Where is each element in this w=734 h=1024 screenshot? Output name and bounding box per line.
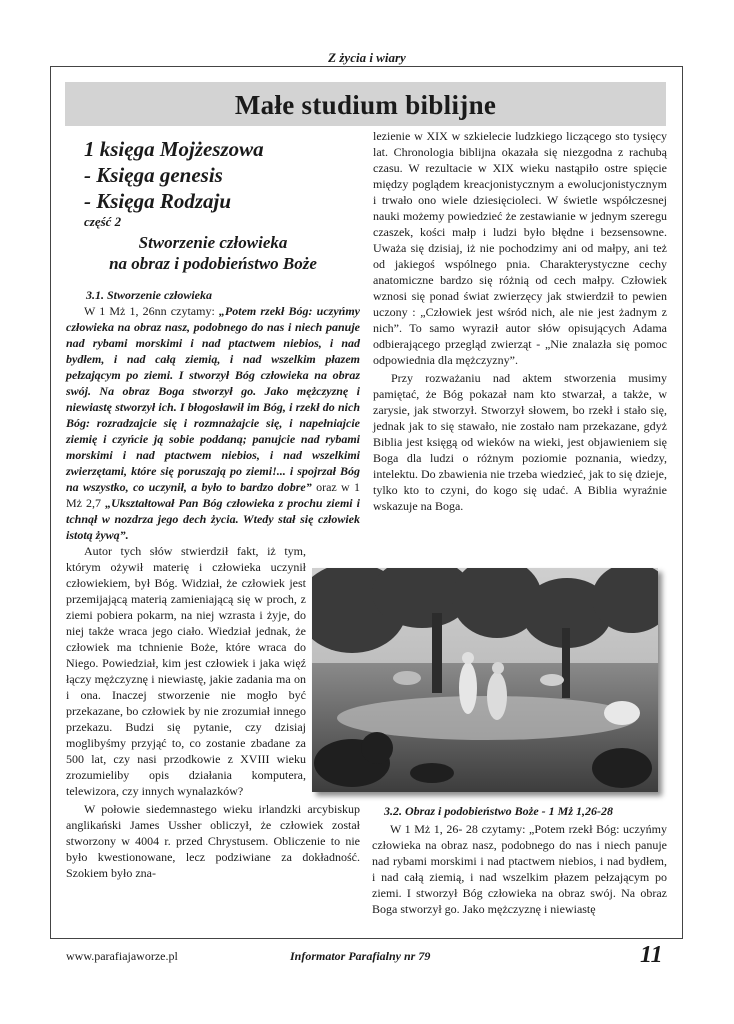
- quote-genesis-2: „Ukształtował Pan Bóg człowieka z prochu ziemi i tchnął w nozdrza jego dech życia. Wtedy stał się człowiek istotą żywą”.: [66, 496, 360, 542]
- quote-genesis-1: „Potem rzekł Bóg: uczyńmy człowieka na obraz nasz, podobnego do nas i niech panuje nad rybami morskimi i nad ptactwem niebios, i nad bydłem, i nad całą ziemią, i nad wszelkim płazem pełzającym po ziemi. I stworzył Bóg człowieka na obraz swój. Na obraz Boga stworzył go. Jako mężczyznę i niewiastę stworzył ich. I błogosławił im Bóg, i rzekł do nich Bóg: rozradzajcie się i rozmnażajcie się, i napełniajcie ziemię i czyńcie ją sobie poddaną; panujcie nad rybami morskimi i nad ptactwem niebios, i nad wszelkimi zwierzętami, które się poruszają po ziemi!... i spojrzał Bóg na wszystko, co uczynił, a było to bardzo dobre”: [66, 304, 360, 494]
- section-2: [372, 804, 667, 917]
- article-title-banner: [65, 82, 666, 126]
- quote-mid: oraz w 1 Mż 2,7: [66, 480, 360, 510]
- subtitle-line: Stworzenie człowieka: [138, 233, 288, 252]
- article-title: Małe studium biblijne: [234, 90, 497, 120]
- right-column: [373, 128, 667, 514]
- subtitle: [66, 232, 360, 274]
- subtitle-line: na obraz i podobieństwo Boże: [109, 254, 317, 273]
- reflection-paragraph: Przy rozważaniu nad aktem stworzenia musimy pamiętać, że Bóg pokazał nam kto stwarzał, a także, w zarysie, jak stworzył. Stworzył słowem, bo rzekł i stało się, jednak jak to się stawało, nie zostało nam przekazane, gdyż Biblia jest księgą od wieków na wieki, jest objawieniem się Boga dla ludzi o różnym poziomie poznania, wiedzy, intelektu. Do zbawienia nie trzeba wiedzieć, jak to się dzieje, tylko kto to czyni, do kogo się udać. A Biblia wyraźnie wskazuje na Boga.: [373, 371, 667, 513]
- section-heading: 3.1. Stworzenie człowieka: [86, 288, 213, 302]
- ussher-paragraph: W połowie siedemnastego wieku irlandzki arcybiskup anglikański James Ussher obliczył, że człowiek został stworzony w 4004 r. przed Chrystusem. Obliczenie to nie było kwestionowane, lecz podziwiane za dokładność. Szokiem było zna-: [66, 802, 360, 880]
- section-2-paragraph: W 1 Mż 1, 26- 28 czytamy: „Potem rzekł Bóg: uczyńmy człowieka na obraz nasz, podobnego do nas i niech panuje nad rybami morskimi i nad ptactwem niebios, i nad bydłem, i nad całą ziemią, i nad wszelkim płazem pełzającym po ziemi. I stworzył Bóg człowieka na obraz swój. Na obraz Boga stworzył go. Jako mężczyznę i niewiastę: [372, 822, 667, 916]
- paradise-painting-icon: [312, 568, 658, 792]
- footer-magazine: Informator Parafialny nr 79: [290, 949, 431, 963]
- footer-url: www.parafiajaworze.pl: [66, 949, 178, 963]
- paradise-painting: [312, 568, 658, 792]
- book-title-line: 1 księga Mojżeszowa: [84, 137, 264, 161]
- page-number: 11: [640, 942, 663, 968]
- running-head: Z życia i wiary: [328, 50, 406, 65]
- book-title-line: - Księga Rodzaju: [84, 189, 232, 213]
- book-title: [84, 136, 360, 214]
- section-2-heading: 3.2. Obraz i podobieństwo Boże - 1 Mż 1,26-28: [384, 804, 614, 818]
- quote-paragraph: [66, 303, 360, 543]
- continuation-paragraph: lezienie w XIX w szkielecie ludzkiego liczącego sto tysięcy lat. Chronologia biblijna okazała się niezgodna z rachubą czasu. W rezultacie w XIX wieku nastąpiło ostre spięcie między poglądem kreacjonistycznym a ewolucjonistycznym i trwało ono wiele dziesięcioleci. W świetle współczesnej nauki możemy powiedzieć że zestawianie w jednym szeregu czaszek, kości małp i ludzi było błędne i bezsensowne. Uważa się dzisiaj, iż nie pochodzimy ani od małpy, ani też od jakiegoś wspólnego pnia. Charakterystyczne cechy anatomiczne bardzo się różnią od cech małpy. Człowiek wznosi się ponad świat zwierzęcy jak stwierdził to pewien uczony : „Człowiek jest wśród nich, ale nie jest żadnym z nich”. To samo wyraził autor słów opisujących Adama odbierającego przegląd zwierząt - „Nie znalazła się pomoc odpowiednia dla mężczyzny”.: [373, 129, 667, 367]
- quote-intro: W 1 Mż 1, 26nn czytamy:: [84, 304, 219, 318]
- part-label: część 2: [84, 214, 122, 229]
- book-title-line: - Księga genesis: [84, 163, 223, 187]
- author-paragraph: Autor tych słów stwierdził fakt, iż tym, którym ożywił materię i człowieka uczynił człowiekiem, był Bóg. Widział, że człowiek jest przemijającą materią zamieniającą się w proch, z ziemi pobiera pokarm, na niej wzrasta i żyje, do niej także wraca jego ciało. Wiedział jednak, że człowiek ma tchnienie Boże, które wraca do Niego. Powiedział, kim jest człowiek i jaka więź łączy mężczyznę i niewiastę, jakie zadania ma on i ona. Inaczej stworzenie nie mogło być przekazane, bo człowiek by nie zrozumiał innego przekazu. Budzi się pytanie, czy dzisiaj moglibyśmy przyjąć to, co zostanie zbadane za 500 lat, czy nasi przodkowie z XVIII wieku zrozumieliby opis działania komputera, telewizora, czy innych wynalazków?: [66, 544, 306, 798]
